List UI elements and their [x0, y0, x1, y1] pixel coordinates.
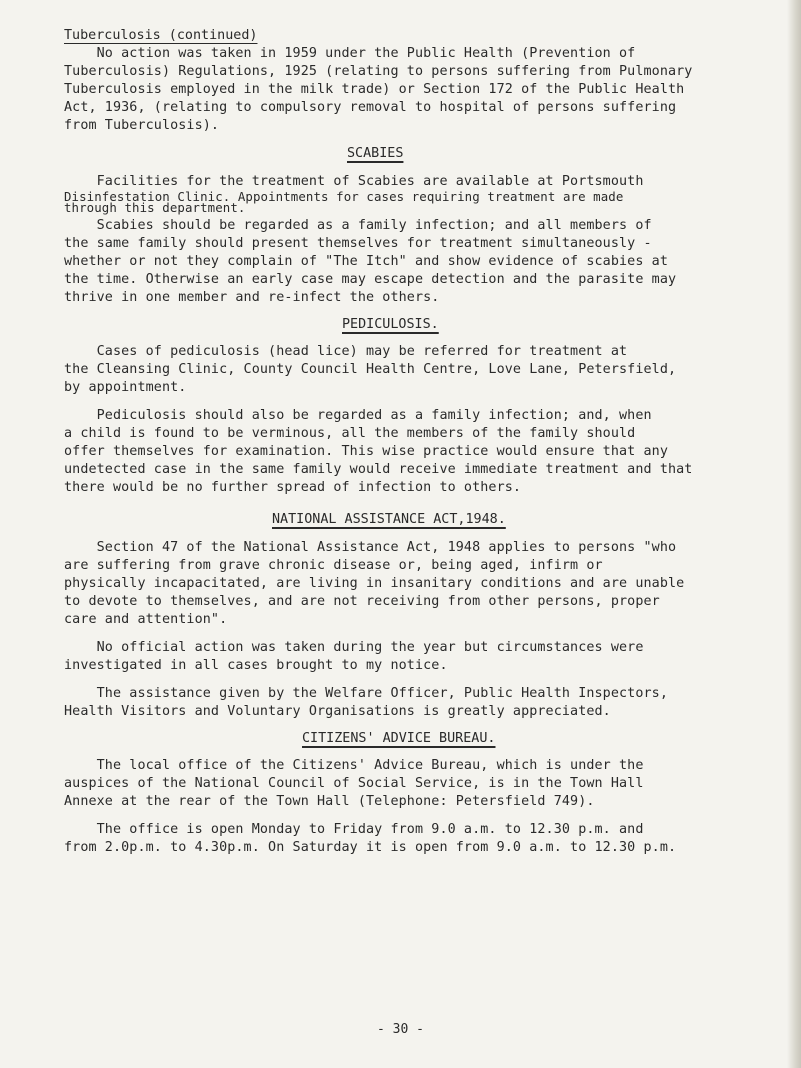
- na-line-2: are suffering from grave chronic disease or, being aged, infirm or: [64, 558, 603, 573]
- na-line-3: physically incapacitated, are living in insanitary conditions and are unable: [64, 576, 685, 591]
- ped-line-1: Cases of pediculosis (head lice) may be referred for treatment at: [64, 344, 628, 359]
- scabies-heading: SCABIES: [347, 146, 404, 161]
- pediculosis-heading: PEDICULOSIS.: [342, 317, 439, 332]
- page-number: - 30 -: [377, 1022, 424, 1037]
- na-line-6: No official action was taken during the year but circumstances were: [64, 640, 644, 655]
- tb-line-5: from Tuberculosis).: [64, 118, 220, 133]
- ped-line-6: offer themselves for examination. This wise practice would ensure that any: [64, 444, 668, 459]
- na-line-5: care and attention".: [64, 612, 228, 627]
- scabies-line-3: through this department.: [64, 200, 246, 215]
- cab-line-5: from 2.0p.m. to 4.30p.m. On Saturday it is open from 9.0 a.m. to 12.30 p.m.: [64, 840, 677, 855]
- national-assistance-heading: NATIONAL ASSISTANCE ACT,1948.: [272, 512, 506, 527]
- tuberculosis-heading: Tuberculosis (continued): [64, 28, 258, 43]
- scabies-line-7: the time. Otherwise an early case may escape detection and the parasite may: [64, 272, 677, 287]
- ped-line-3: by appointment.: [64, 380, 187, 395]
- scabies-line-1: Facilities for the treatment of Scabies are available at Portsmouth: [64, 174, 644, 189]
- na-line-8: The assistance given by the Welfare Officer, Public Health Inspectors,: [64, 686, 668, 701]
- cab-line-1: The local office of the Citizens' Advice Bureau, which is under the: [64, 758, 644, 773]
- scabies-line-2: Disinfestation Clinic. Appointments for cases requiring treatment are made: [64, 189, 624, 204]
- page-edge-shadow: [787, 0, 801, 1068]
- tb-line-4: Act, 1936, (relating to compulsory removal to hospital of persons suffering: [64, 100, 677, 115]
- scabies-line-8: thrive in one member and re-infect the others.: [64, 290, 440, 305]
- ped-line-4: Pediculosis should also be regarded as a family infection; and, when: [64, 408, 652, 423]
- cab-line-3: Annexe at the rear of the Town Hall (Telephone: Petersfield 749).: [64, 794, 595, 809]
- tb-line-3: Tuberculosis employed in the milk trade) or Section 172 of the Public Health: [64, 82, 685, 97]
- ped-line-5: a child is found to be verminous, all the members of the family should: [64, 426, 636, 441]
- na-line-9: Health Visitors and Voluntary Organisations is greatly appreciated.: [64, 704, 611, 719]
- scabies-line-6: whether or not they complain of "The Itch" and show evidence of scabies at: [64, 254, 668, 269]
- ped-line-7: undetected case in the same family would receive immediate treatment and that: [64, 462, 693, 477]
- ped-line-8: there would be no further spread of infection to others.: [64, 480, 522, 495]
- cab-line-4: The office is open Monday to Friday from 9.0 a.m. to 12.30 p.m. and: [64, 822, 644, 837]
- tb-line-2: Tuberculosis) Regulations, 1925 (relating to persons suffering from Pulmonary: [64, 64, 693, 79]
- ped-line-2: the Cleansing Clinic, County Council Health Centre, Love Lane, Petersfield,: [64, 362, 677, 377]
- na-line-1: Section 47 of the National Assistance Act, 1948 applies to persons "who: [64, 540, 677, 555]
- cab-line-2: auspices of the National Council of Social Service, is in the Town Hall: [64, 776, 644, 791]
- scabies-line-4: Scabies should be regarded as a family infection; and all members of: [64, 218, 652, 233]
- na-line-7: investigated in all cases brought to my notice.: [64, 658, 448, 673]
- citizens-advice-heading: CITIZENS' ADVICE BUREAU.: [302, 731, 496, 746]
- na-line-4: to devote to themselves, and are not receiving from other persons, proper: [64, 594, 660, 609]
- tb-line-1: No action was taken in 1959 under the Public Health (Prevention of: [64, 46, 636, 61]
- scabies-line-5: the same family should present themselves for treatment simultaneously -: [64, 236, 652, 251]
